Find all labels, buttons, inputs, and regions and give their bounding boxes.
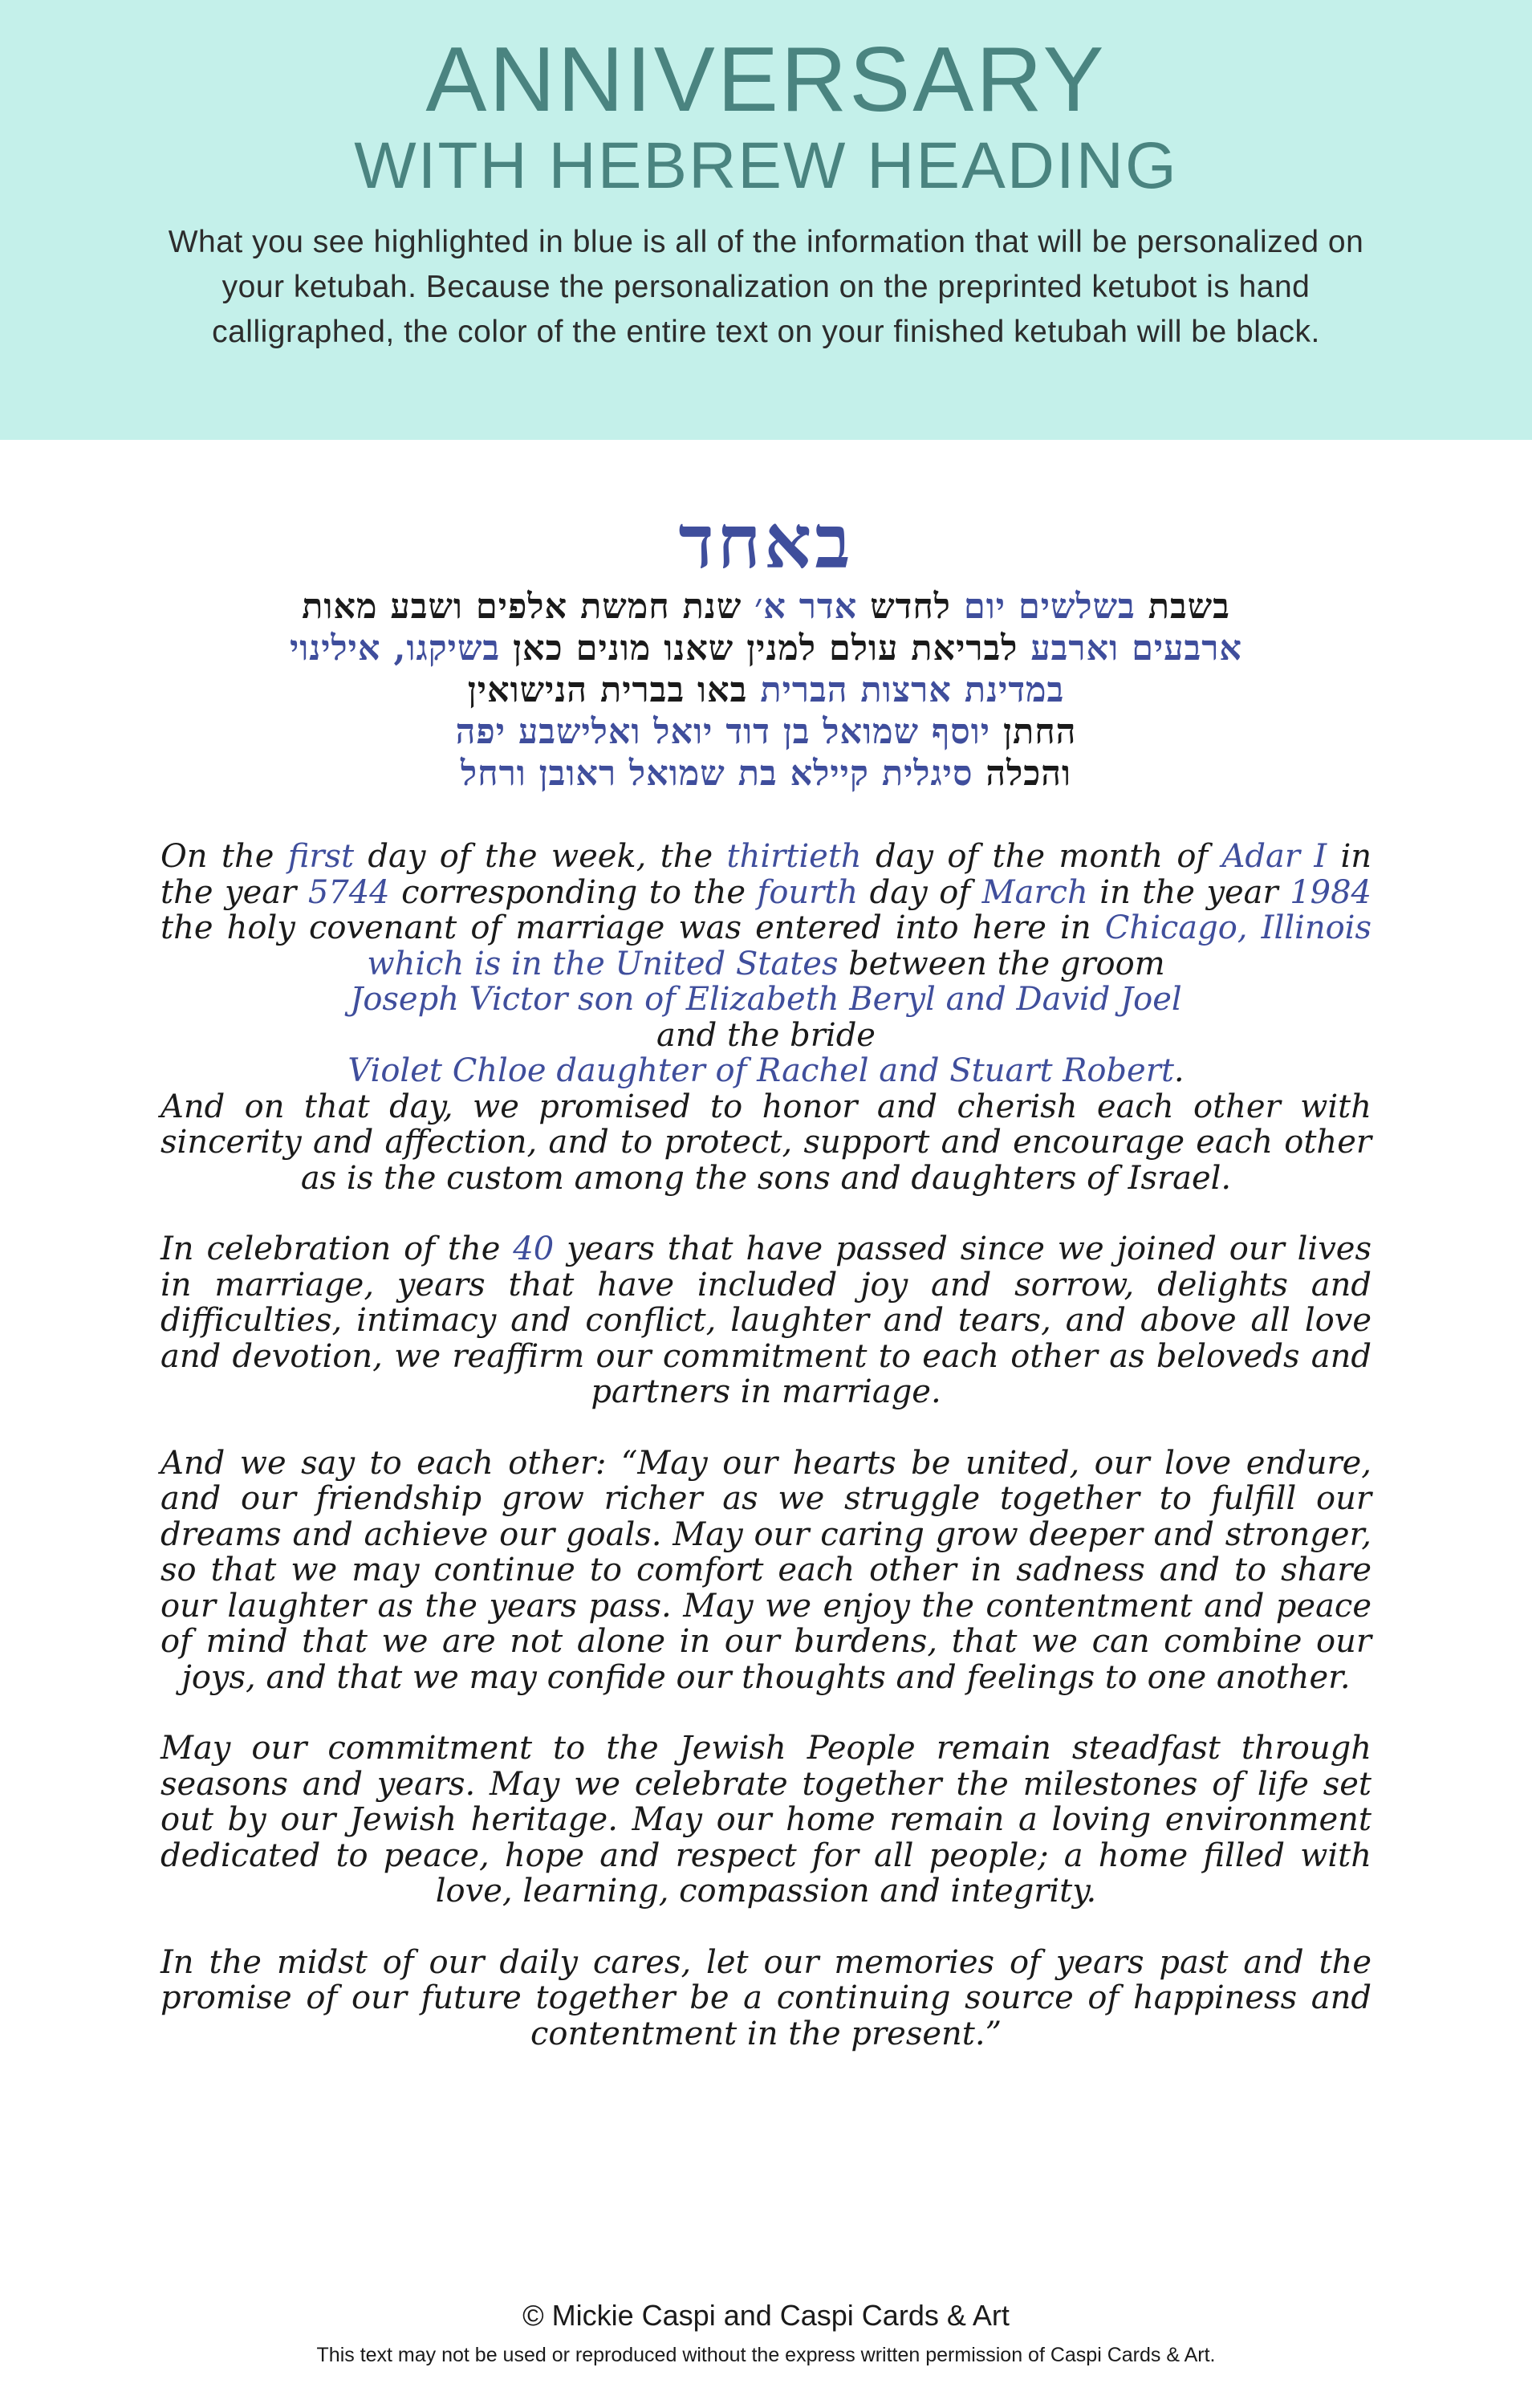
groom-name-text: Joseph Victor son of Elizabeth Beryl and David Joel — [350, 981, 1182, 1018]
bride-names — [161, 1053, 1371, 1089]
permission-notice: This text may not be used or reproduced without the express written permission of Caspi Cards & Art. — [316, 2344, 1216, 2366]
text-run: באו בברית הנישואין — [467, 670, 761, 710]
commitment-paragraph: May our commitment to the Jewish People remain steadfast through seasons and years. May we celebrate together the milestones of life set out by our Jewish heritage. May our home remain a loving environment dedicated to peace, hope and respect for all people; a home filled with love, learning, compassion and integrity. — [161, 1730, 1371, 1910]
english-text-block — [161, 839, 1371, 2052]
text-run: day of — [858, 873, 982, 911]
personalized-text: יוסף שמואל בן דוד יואל ואלישבע יפה — [455, 712, 991, 752]
hebrew-line — [128, 711, 1404, 753]
hebrew-heading: באחד — [678, 498, 854, 585]
personalized-text: thirtieth — [726, 838, 862, 875]
personalized-text: סיגלית קיילא בת שמואל ראובן ורחל — [461, 754, 973, 794]
closing-paragraph: In the midst of our daily cares, let our memories of years past and the promise of our future together be a continuing source of happiness and contentment in the present.” — [161, 1943, 1371, 2052]
page-subtitle: WITH HEBREW HEADING — [354, 129, 1178, 202]
personalized-text: fourth — [757, 873, 859, 911]
text-run: החתן — [990, 712, 1077, 752]
personalized-text: אדר א׳ — [754, 587, 858, 627]
personalized-text: 5744 — [307, 873, 390, 911]
text-run: years that have passed since we joined our lives in marriage, years that have included joy and sorrow, delights and difficulties, intimacy and conflict, laughter and tears, and above all love and devotion, we reaffirm our commitment to each other as beloveds and partners in marriage. — [161, 1230, 1372, 1410]
personalized-text: March — [981, 873, 1088, 911]
bride-period: . — [1173, 1052, 1185, 1089]
page-title: ANNIVERSARY — [425, 29, 1107, 131]
copyright-line: © Mickie Caspi and Caspi Cards & Art — [522, 2299, 1010, 2332]
text-run: day of the week, the — [354, 838, 727, 875]
personalized-text: בשיקגו, אילינוי — [290, 628, 501, 669]
paragraph-gap — [161, 1196, 1371, 1231]
promise-paragraph: And on that day, we promised to honor and cherish each other with sincerity and affection, and to protect, support and encourage each other as is the custom among the sons and daughters of Israel. — [161, 1088, 1371, 1197]
text-run: in the year — [161, 838, 1371, 911]
text-run: between the groom — [838, 945, 1165, 982]
text-run: שנת — [669, 587, 755, 627]
personalized-text: first — [287, 838, 355, 875]
text-run: corresponding to the — [389, 873, 758, 911]
text-run: והכלה — [973, 754, 1071, 794]
hebrew-line — [128, 753, 1404, 795]
hebrew-line — [128, 669, 1404, 711]
text-run: לבריאת עולם למנין שאנו מונים כאן — [500, 628, 1031, 669]
and-the-bride: and the bride — [656, 1016, 876, 1054]
bride-name-text: Violet Chloe daughter of Rachel and Stuart Robert — [347, 1052, 1174, 1089]
text-run: In celebration of the — [161, 1230, 514, 1267]
paragraph-gap — [161, 1410, 1371, 1446]
vows-paragraph: And we say to each other: “May our hearts be united, our love endure, and our friendship grow richer as we struggle together to fulfill our dreams and achieve our goals. May our caring grow deeper and stronger, so that we may continue to comfort each other in sadness and to share our laughter as the years pass. May we enjoy the contentment and peace of mind that we are not alone in our burdens, that we can combine our joys, and that we may confide our thoughts and feelings to one another. — [161, 1444, 1371, 1696]
personalized-text: Adar I — [1221, 838, 1327, 875]
paragraph-gap — [161, 1910, 1371, 1945]
personalized-text: 1984 — [1290, 873, 1371, 911]
paragraph-gap — [161, 1695, 1371, 1731]
personalized-text: ארבעים וארבע — [1030, 628, 1242, 669]
personalized-text: Chicago, Illinois which is in the United States — [367, 909, 1371, 982]
text-run: On the — [161, 838, 288, 875]
text-run: בשבת — [1135, 587, 1230, 627]
hebrew-text-block — [128, 498, 1404, 795]
text-run: חמשת אלפים ושבע מאות — [302, 587, 670, 627]
text-run: day of the month of — [861, 838, 1222, 875]
personalized-text: במדינת ארצות הברית — [760, 670, 1065, 710]
groom-names — [161, 982, 1371, 1018]
text-run: the holy covenant of marriage was entered into here in — [161, 909, 1105, 946]
intro-text: What you see highlighted in blue is all of the information that will be personalized on your ketubah. Because the personalization on the preprinted ketubot is hand calligraphed, the color of the entire text on your finished ketubah will be black. — [168, 225, 1364, 349]
hebrew-line — [128, 586, 1404, 628]
text-run: לחדש — [857, 587, 964, 627]
personalized-text: 40 — [513, 1230, 555, 1267]
opening-paragraph — [161, 839, 1371, 982]
personalized-text: בשלשים יום — [963, 587, 1136, 627]
header-banner — [0, 0, 1532, 440]
text-run: in the year — [1087, 873, 1290, 911]
hebrew-line — [128, 628, 1404, 669]
celebration-paragraph — [161, 1231, 1371, 1410]
